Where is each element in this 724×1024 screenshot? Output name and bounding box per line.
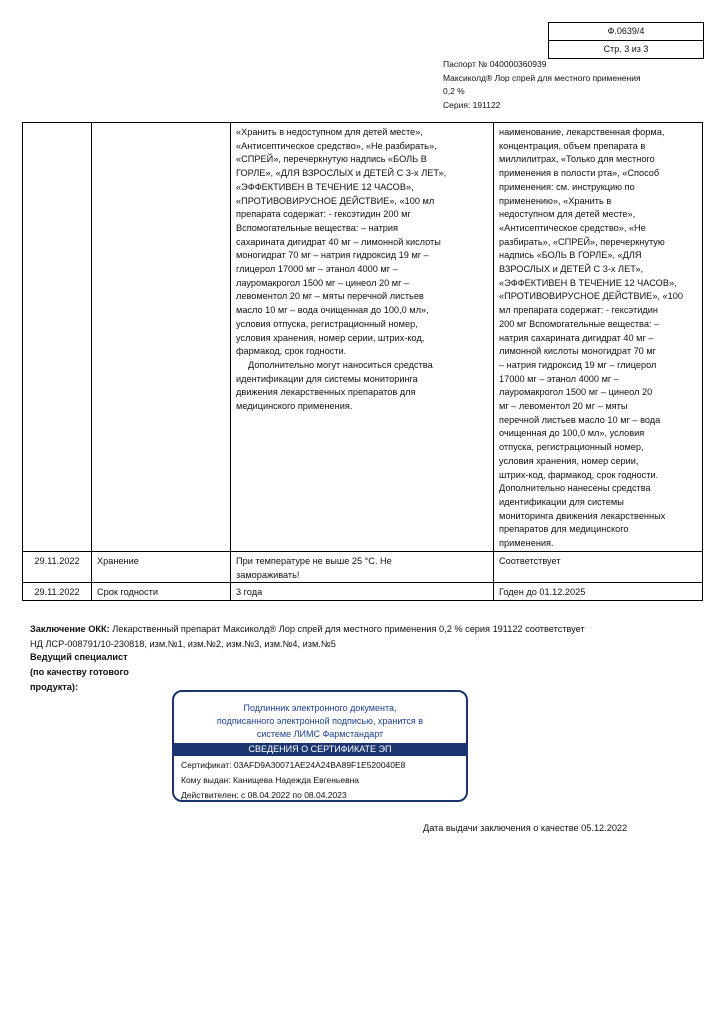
text-line: мониторинга движения лекарственных xyxy=(499,510,666,521)
series: Серия: 191122 xyxy=(443,99,501,110)
product-name: Максиколд® Лор спрей для местного применения xyxy=(443,72,641,83)
certificate-number: Сертификат: 03AFD9A30071AE24A24BA89F1E520040E8 xyxy=(181,760,406,770)
text-line: препарата содержат: - гексэтидин 200 мг xyxy=(236,209,411,220)
text-line: идентификации для системы мониторинга xyxy=(236,373,418,384)
result-cell xyxy=(494,583,703,601)
text-line: мг – левоментол 20 мг – мяты xyxy=(499,401,628,412)
text-line: перечной листьев масло 10 мг – вода xyxy=(499,414,661,425)
text-line: 3 года xyxy=(236,587,263,598)
text-line: натрия сахарината дигидрат 40 мг – xyxy=(499,332,654,343)
text-line: «ПРОТИВОВИРУСНОЕ ДЕЙСТВИЕ», «100 xyxy=(499,291,683,302)
text-line: идентификации для системы xyxy=(499,496,624,507)
text-line: «Антисептическое средство», «Не xyxy=(499,222,646,233)
text-line: «СПРЕЙ», перечеркнутую надпись «БОЛЬ В xyxy=(236,154,427,165)
text-line: замораживать! xyxy=(236,569,300,580)
text-line: 200 мг Вспомогательные вещества: – xyxy=(499,318,660,329)
text-line: левоментол 20 мг – мяты перечной листьев xyxy=(236,291,424,302)
table-row xyxy=(23,551,703,582)
text-line: очищенная до 100,0 мл», условия xyxy=(499,428,645,439)
requirement-cell xyxy=(231,583,494,601)
text-line: миллилитрах, «Только для местного xyxy=(499,154,655,165)
text-line: применения в полости рта», «Способ xyxy=(499,168,660,179)
page-number: Стр. 3 из 3 xyxy=(549,40,703,58)
result-cell xyxy=(494,123,703,552)
text-line: ВЗРОСЛЫХ и ДЕТЕЙ С 3-х ЛЕТ», xyxy=(499,264,644,275)
parameter-cell: Срок годности xyxy=(92,583,231,601)
text-line: 17000 мг – этанол 4000 мг – xyxy=(499,373,619,384)
text-line: «ПРОТИВОВИРУСНОЕ ДЕЙСТВИЕ», «100 мл xyxy=(236,195,435,206)
stamp-line: подписанного электронной подписью, хранится в xyxy=(216,716,424,726)
text-line: – натрия гидроксид 19 мг – глицерол xyxy=(499,359,657,370)
parameter-cell: Хранение xyxy=(92,551,231,582)
text-line: условия хранения, номер серии, xyxy=(499,455,639,466)
text-line: Дополнительно могут наноситься средства xyxy=(248,359,433,370)
text-line: применения: см. инструкцию по xyxy=(499,181,635,192)
text-line: фармакод, срок годности. xyxy=(236,346,347,357)
parameter-cell xyxy=(92,123,231,552)
text-line: лимонной кислоты моногидрат 70 мг xyxy=(499,346,657,357)
text-line: отпуска, регистрационный номер, xyxy=(499,442,644,453)
requirement-cell xyxy=(231,123,494,552)
text-line: Соответствует xyxy=(499,555,561,566)
conclusion xyxy=(30,622,585,652)
results-table xyxy=(22,122,703,601)
text-line: «Хранить в недоступном для детей месте», xyxy=(236,127,423,137)
text-line: масло 10 мг – вода очищенная до 100,0 мл», xyxy=(236,305,429,316)
text-line: недоступном для детей месте», xyxy=(499,209,636,220)
text-line: лауромакрогол 1500 мг – цинеол 20 мг – xyxy=(236,277,410,288)
text-line: лауромакрогол 1500 мг – цинеол 20 xyxy=(499,387,653,398)
text-line: наименование, лекарственная форма, xyxy=(499,127,665,137)
text-line: Дополнительно нанесены средства xyxy=(499,483,651,494)
requirement-cell xyxy=(231,551,494,582)
stamp-line: Подлинник электронного документа, xyxy=(243,703,397,713)
text-line: «Антисептическое средство», «Не разбирать», xyxy=(236,140,437,151)
text-line: моногидрат 70 мг – натрия гидроксид 19 мг – xyxy=(236,250,429,261)
text-line: применения. xyxy=(499,538,554,549)
text-line: условия хранения, номер серии, штрих-код, xyxy=(236,332,425,343)
text-line: При температуре не выше 25 °С. Не xyxy=(236,555,392,566)
text-line: Вспомогательные вещества: – натрия xyxy=(236,222,398,233)
electronic-signature-stamp xyxy=(172,690,468,802)
text-line: разбирать», «СПРЕЙ», перечеркнутую xyxy=(499,236,665,247)
stamp-line: системе ЛИМС Фармстандарт xyxy=(256,729,384,739)
text-line: препаратов для медицинского xyxy=(499,524,629,535)
conclusion-label: Заключение ОКК: xyxy=(30,624,110,634)
passport-number: Паспорт № 040000360939 xyxy=(443,59,547,69)
date-cell: 29.11.2022 xyxy=(23,583,92,601)
text-line: «ЭФФЕКТИВЕН В ТЕЧЕНИЕ 12 ЧАСОВ», xyxy=(499,277,677,288)
conclusion-text: Лекарственный препарат Максиколд® Лор спрей для местного применения 0,2 % серия 191122 соответствует xyxy=(109,624,585,634)
text-line: условия отпуска, регистрационный номер, xyxy=(236,318,418,329)
concentration: 0,2 % xyxy=(443,86,465,96)
form-code-box xyxy=(548,22,704,59)
text-line: «ЭФФЕКТИВЕН В ТЕЧЕНИЕ 12 ЧАСОВ», xyxy=(236,181,414,192)
text-line: движения лекарственных препаратов для xyxy=(236,387,416,398)
text-line: сахарината дигидрат 40 мг – лимонной кислоты xyxy=(236,236,441,247)
text-line: применению», «Хранить в xyxy=(499,195,612,206)
text-line: глицерол 17000 мг – этанол 4000 мг – xyxy=(236,264,398,275)
conclusion-text-2: НД ЛСР-008791/10-230818, изм.№1, изм.№2, изм.№3, изм.№4, изм.№5 xyxy=(30,639,336,649)
table-row xyxy=(23,583,703,601)
form-code: Ф.0639/4 xyxy=(607,26,645,36)
table-row xyxy=(23,123,703,552)
passport-info xyxy=(443,58,641,112)
text-line: Годен до 01.12.2025 xyxy=(499,587,586,598)
text-line: надпись «БОЛЬ В ГОРЛЕ», «ДЛЯ xyxy=(499,250,642,261)
lead-specialist-label: Ведущий специалист (по качеству готового продукта): xyxy=(30,652,129,692)
text-line: медицинского применения. xyxy=(236,401,353,412)
issued-to: Кому выдан: Канищева Надежда Евгеньевна xyxy=(181,775,360,785)
text-line: мл препарата содержат: - гексэтидин xyxy=(499,305,658,316)
text-line: ГОРЛЕ», «ДЛЯ ВЗРОСЛЫХ и ДЕТЕЙ С 3-х ЛЕТ», xyxy=(236,168,447,179)
date-cell xyxy=(23,123,92,552)
issue-date: Дата выдачи заключения о качестве 05.12.2022 xyxy=(423,823,628,833)
text-line: штрих-код, фармакод, срок годности. xyxy=(499,469,659,480)
stamp-band: СВЕДЕНИЯ О СЕРТИФИКАТЕ ЭП xyxy=(174,743,466,756)
date-cell: 29.11.2022 xyxy=(23,551,92,582)
validity-period: Действителен: с 08.04.2022 по 08.04.2023 xyxy=(181,790,347,800)
result-cell xyxy=(494,551,703,582)
text-line: концентрация, объем препарата в xyxy=(499,140,646,151)
